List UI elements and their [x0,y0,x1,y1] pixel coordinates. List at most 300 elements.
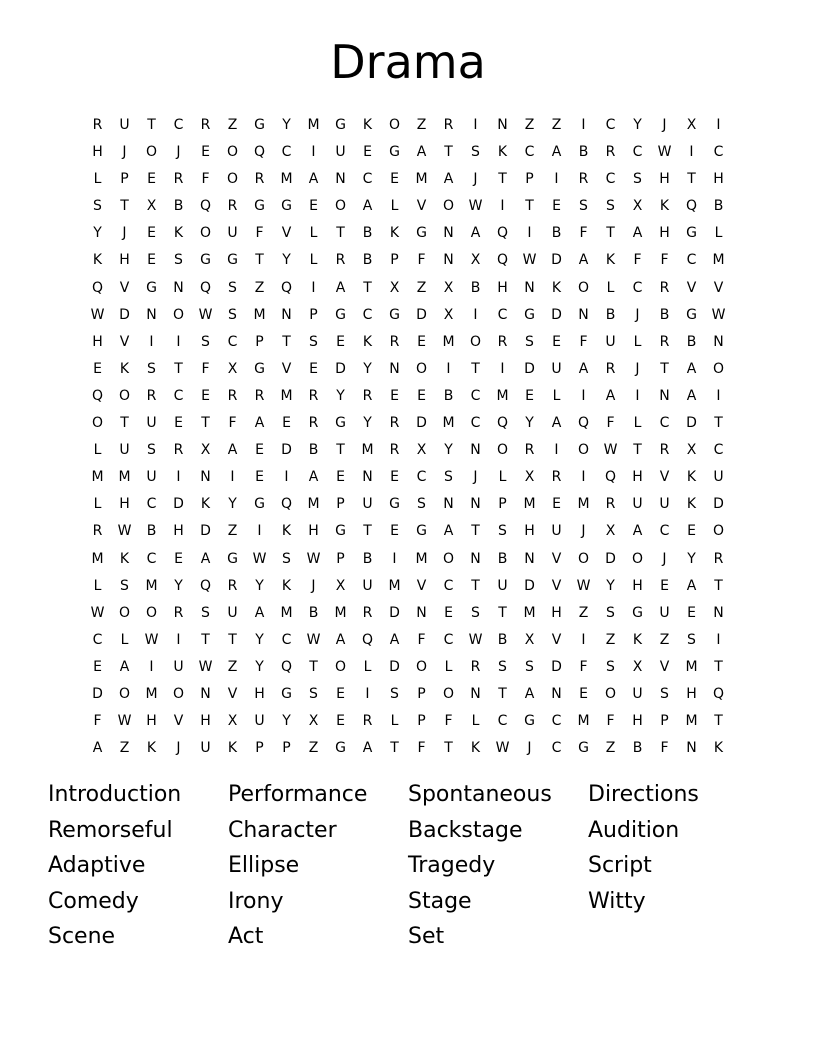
grid-letter: J [122,144,127,161]
grid-letter: P [525,171,534,188]
grid-letter: C [470,387,481,404]
grid-letter: S [147,360,156,377]
grid-letter: F [660,252,669,269]
grid-letter: X [524,469,535,486]
grid-letter: R [497,333,508,350]
grid-letter: F [255,225,264,242]
grid-letter: G [389,306,400,323]
grid-letter: E [687,523,696,540]
grid-letter: P [120,171,129,188]
grid-letter: T [336,442,345,459]
grid-letter: H [308,523,319,540]
grid-letter: B [362,252,373,269]
grid-letter: P [336,550,345,567]
grid-letter: E [390,523,399,540]
grid-letter: U [362,577,373,594]
grid-letter: Z [227,117,238,133]
grid-letter: F [606,415,615,432]
grid-letter: N [497,117,508,133]
grid-letter: B [362,550,373,567]
grid-letter: K [200,496,211,513]
grid-letter: L [309,252,318,269]
grid-letter: P [282,740,291,757]
grid-letter: X [443,279,454,296]
grid-letter: E [309,198,318,215]
word-bank-item: Backstage [408,817,523,843]
word-bank-item: Tragedy [408,853,496,879]
grid-letter: M [577,713,590,730]
grid-letter: N [578,306,589,323]
grid-letter: V [551,550,562,567]
grid-letter: O [469,333,482,350]
grid-row [84,711,732,738]
grid-letter: Y [228,496,237,513]
grid-letter: H [92,144,103,161]
grid-letter: S [228,279,237,296]
grid-letter: T [471,523,480,540]
grid-letter: A [254,604,265,621]
grid-letter: S [390,685,399,702]
grid-letter: O [712,360,725,377]
grid-letter: Q [91,387,104,404]
grid-letter: S [174,252,183,269]
grid-letter: W [117,523,132,540]
grid-letter: B [551,225,562,242]
grid-letter: V [227,685,238,702]
grid-letter: I [689,144,694,161]
grid-letter: D [389,604,400,621]
grid-letter: S [606,658,615,675]
grid-letter: K [362,117,373,133]
grid-letter: K [713,740,724,757]
grid-letter: W [468,631,483,648]
grid-letter: D [713,496,724,513]
grid-letter: C [497,306,508,323]
grid-letter: I [554,442,559,459]
word-bank-item: Ellipse [228,853,300,879]
grid-letter: V [659,469,670,486]
grid-letter: D [416,415,427,432]
grid-letter: A [389,631,400,648]
word-bank-item: Audition [588,817,680,843]
grid-letter: L [93,577,102,594]
grid-letter: G [335,306,346,323]
grid-letter: L [390,198,399,215]
grid-letter: A [578,252,589,269]
grid-letter: B [686,333,697,350]
grid-letter: G [578,740,589,757]
grid-letter: L [498,469,507,486]
grid-letter: M [253,306,266,323]
grid-letter: X [200,442,211,459]
grid-letter: W [306,631,321,648]
grid-row [84,278,732,305]
grid-letter: G [335,415,346,432]
grid-letter: W [198,306,213,323]
grid-letter: N [200,685,211,702]
grid-letter: Y [363,360,372,377]
grid-letter: B [605,306,616,323]
grid-letter: Q [712,685,725,702]
grid-letter: I [635,387,640,404]
grid-letter: A [443,523,454,540]
grid-letter: R [227,198,238,215]
grid-letter: U [254,713,265,730]
grid-letter: A [227,442,238,459]
grid-letter: W [522,252,537,269]
grid-letter: D [389,658,400,675]
grid-letter: R [605,360,616,377]
grid-letter: J [176,740,181,757]
grid-letter: X [632,198,643,215]
grid-letter: O [577,442,590,459]
grid-letter: K [686,469,697,486]
grid-letter: C [497,713,508,730]
grid-row [84,440,732,467]
grid-letter: K [605,252,616,269]
grid-letter: H [713,171,724,188]
grid-letter: E [417,333,426,350]
grid-letter: E [282,415,291,432]
grid-letter: Z [605,740,616,757]
grid-letter: S [309,333,318,350]
grid-letter: T [309,658,318,675]
grid-letter: U [632,496,643,513]
grid-letter: K [119,360,130,377]
grid-letter: T [120,198,129,215]
grid-letter: P [498,496,507,513]
grid-letter: Q [496,225,509,242]
grid-letter: H [92,333,103,350]
grid-letter: X [389,279,400,296]
grid-letter: E [336,469,345,486]
grid-letter: U [146,469,157,486]
grid-letter: M [307,117,320,133]
grid-letter: Q [91,279,104,296]
grid-letter: G [254,117,265,133]
grid-letter: S [201,604,210,621]
grid-letter: B [497,550,508,567]
grid-letter: F [579,333,588,350]
grid-letter: K [146,740,157,757]
grid-letter: I [581,387,586,404]
grid-letter: U [713,469,724,486]
grid-letter: U [227,225,238,242]
grid-letter: A [470,225,481,242]
grid-letter: I [581,117,586,133]
grid-letter: N [551,685,562,702]
grid-letter: G [335,523,346,540]
grid-letter: C [551,740,562,757]
grid-letter: C [281,631,292,648]
grid-letter: L [309,225,318,242]
grid-letter: V [281,225,292,242]
grid-letter: M [523,496,536,513]
grid-letter: Z [416,279,427,296]
grid-letter: R [254,387,265,404]
grid-letter: R [146,387,157,404]
grid-letter: L [471,713,480,730]
grid-letter: N [173,279,184,296]
grid-letter: J [311,577,316,594]
grid-letter: E [552,198,561,215]
grid-letter: N [200,469,211,486]
grid-letter: R [308,387,319,404]
grid-row [84,494,732,521]
grid-letter: G [686,306,697,323]
grid-letter: Z [308,740,319,757]
grid-letter: D [92,685,103,702]
grid-letter: M [307,496,320,513]
grid-letter: A [578,360,589,377]
grid-letter: D [524,360,535,377]
grid-letter: G [632,604,643,621]
grid-letter: R [443,117,454,133]
word-bank-item: Witty [588,888,646,914]
grid-letter: I [716,631,721,648]
grid-letter: R [227,387,238,404]
grid-letter: Y [282,117,291,133]
grid-letter: X [443,306,454,323]
grid-letter: C [686,252,697,269]
grid-letter: N [389,360,400,377]
grid-letter: U [551,360,562,377]
word-bank-item: Introduction [48,782,182,807]
grid-letter: D [551,252,562,269]
grid-letter: Y [174,577,183,594]
grid-row [84,413,732,440]
grid-letter: T [471,360,480,377]
grid-letter: V [659,658,670,675]
grid-letter: S [147,442,156,459]
grid-letter: Z [524,117,535,133]
grid-letter: G [146,279,157,296]
grid-letter: A [632,225,643,242]
grid-letter: W [576,577,591,594]
grid-letter: R [524,442,535,459]
grid-letter: G [254,198,265,215]
grid-letter: U [335,144,346,161]
grid-letter: T [174,360,183,377]
grid-letter: L [93,171,102,188]
grid-letter: M [577,496,590,513]
grid-letter: M [685,713,698,730]
grid-letter: L [93,496,102,513]
grid-letter: R [605,144,616,161]
grid-letter: C [173,387,184,404]
grid-letter: W [144,631,159,648]
grid-letter: O [712,523,725,540]
grid-letter: R [92,117,103,133]
grid-letter: R [200,117,211,133]
grid-row [84,223,732,250]
grid-letter: Z [551,117,562,133]
grid-letter: T [363,279,372,296]
grid-letter: W [252,550,267,567]
grid-letter: I [230,469,235,486]
grid-letter: O [415,360,428,377]
grid-letter: A [308,171,319,188]
grid-letter: U [200,740,211,757]
grid-letter: F [660,740,669,757]
grid-letter: K [686,496,697,513]
grid-letter: O [334,198,347,215]
grid-letter: N [362,469,373,486]
grid-letter: L [120,631,129,648]
grid-letter: I [716,387,721,404]
grid-letter: U [119,442,130,459]
grid-letter: O [145,144,158,161]
grid-letter: L [390,713,399,730]
grid-letter: G [686,225,697,242]
grid-letter: N [470,496,481,513]
grid-letter: H [524,523,535,540]
grid-letter: M [685,658,698,675]
grid-letter: G [254,360,265,377]
grid-letter: S [471,604,480,621]
grid-letter: X [686,117,697,133]
word-bank-item: Adaptive [48,853,146,879]
grid-letter: G [254,496,265,513]
grid-letter: D [200,523,211,540]
grid-letter: A [416,144,427,161]
grid-letter: W [657,144,672,161]
grid-row [84,467,732,494]
grid-letter: G [524,306,535,323]
grid-letter: F [444,713,453,730]
puzzle-title: Drama [330,35,486,89]
grid-letter: A [551,144,562,161]
grid-letter: O [226,171,239,188]
grid-letter: V [416,198,427,215]
grid-letter: V [119,279,130,296]
grid-letter: C [362,306,373,323]
grid-letter: I [257,523,262,540]
grid-letter: Z [578,604,589,621]
grid-letter: R [173,604,184,621]
grid-letter: O [334,658,347,675]
grid-letter: Y [93,225,102,242]
grid-letter: E [336,685,345,702]
grid-letter: R [389,333,400,350]
grid-row [84,657,732,684]
grid-letter: D [416,306,427,323]
grid-letter: N [524,279,535,296]
grid-letter: G [524,713,535,730]
grid-letter: C [713,442,724,459]
grid-letter: L [363,658,372,675]
grid-letter: O [442,550,455,567]
grid-letter: H [659,171,670,188]
grid-letter: V [551,631,562,648]
grid-letter: X [632,658,643,675]
grid-letter: R [308,415,319,432]
grid-letter: T [201,415,210,432]
grid-letter: U [497,577,508,594]
grid-letter: E [147,252,156,269]
grid-letter: L [633,415,642,432]
grid-row [84,386,732,413]
grid-row [84,142,732,169]
grid-letter: M [91,550,104,567]
grid-letter: U [173,658,184,675]
grid-letter: P [417,685,426,702]
grid-letter: X [686,442,697,459]
grid-letter: F [228,415,237,432]
grid-letter: R [659,279,670,296]
grid-letter: I [284,469,289,486]
grid-letter: H [119,252,130,269]
grid-letter: O [442,685,455,702]
grid-letter: B [308,442,319,459]
grid-letter: S [417,496,426,513]
grid-letter: M [712,252,725,269]
grid-letter: G [416,225,427,242]
grid-letter: C [605,117,616,133]
grid-letter: L [444,658,453,675]
grid-letter: N [443,496,454,513]
grid-letter: C [416,469,427,486]
grid-letter: M [442,333,455,350]
grid-row [84,305,732,332]
grid-letter: E [687,604,696,621]
grid-letter: O [442,198,455,215]
grid-letter: M [118,469,131,486]
grid-letter: S [309,685,318,702]
grid-letter: K [173,225,184,242]
grid-letter: G [416,523,427,540]
grid-letter: T [633,442,642,459]
grid-letter: B [659,306,670,323]
grid-letter: I [176,469,181,486]
grid-letter: F [579,225,588,242]
grid-letter: A [686,577,697,594]
grid-letter: R [92,523,103,540]
grid-letter: M [496,387,509,404]
grid-letter: M [145,577,158,594]
grid-letter: A [443,171,454,188]
grid-row [84,738,732,765]
grid-letter: K [470,740,481,757]
grid-letter: I [365,685,370,702]
grid-letter: N [470,442,481,459]
grid-letter: T [498,604,507,621]
grid-letter: Y [255,658,264,675]
grid-letter: S [444,469,453,486]
grid-row [84,630,732,657]
grid-letter: U [659,604,670,621]
grid-letter: P [255,740,264,757]
word-bank-item: Spontaneous [408,782,552,807]
grid-letter: X [335,577,346,594]
grid-letter: Q [496,415,509,432]
grid-letter: I [581,631,586,648]
grid-letter: E [417,387,426,404]
grid-letter: C [146,550,157,567]
grid-letter: Y [687,550,696,567]
grid-letter: X [470,252,481,269]
grid-letter: G [389,144,400,161]
grid-letter: A [335,279,346,296]
grid-letter: M [442,415,455,432]
grid-letter: Q [253,144,266,161]
grid-letter: R [389,442,400,459]
grid-letter: B [308,604,319,621]
grid-letter: M [91,469,104,486]
word-bank-item: Set [408,924,445,950]
grid-letter: Y [633,117,642,133]
grid-letter: P [336,496,345,513]
